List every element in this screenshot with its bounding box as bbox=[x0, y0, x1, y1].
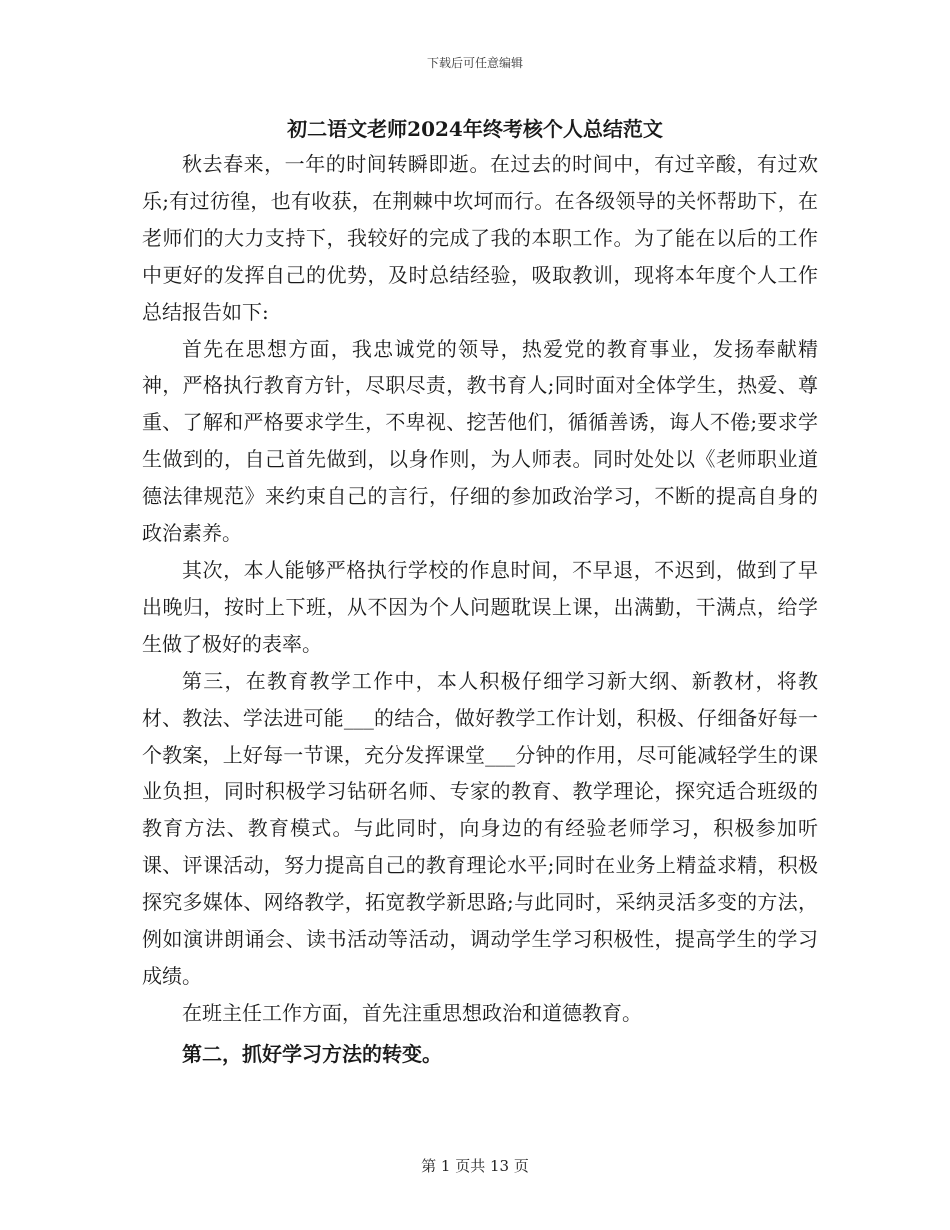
header-note: 下载后可任意编辑 bbox=[426, 56, 523, 70]
paragraph-ideology: 首先在思想方面，我忠诚党的领导，热爱党的教育事业，发扬奉献精神，严格执行教育方针，尽职尽责，教书育人;同时面对全体学生，热爱、尊重、了解和严格要求学生，不卑视、挖苦他们，循循善诱，诲人不倦;要求学生做到的，自己首先做到，以身作则，为人师表。同时处处以《老师职业道德法律规范》来约束自己的言行，仔细的参加政治学习，不断的提高自身的政治素养。 bbox=[142, 336, 818, 546]
paragraph-intro: 秋去春来，一年的时间转瞬即逝。在过去的时间中，有过辛酸，有过欢乐;有过彷徨，也有收获，在荆棘中坎坷而行。在各级领导的关怀帮助下，在老师们的大力支持下，我较好的完成了我的本职工作。为了能在以后的工作中更好的发挥自己的优势，及时总结经验，吸取教训，现将本年度个人工作总结报告如下: bbox=[142, 152, 818, 324]
page-number: 第 1 页共 13 页 bbox=[421, 1157, 529, 1175]
section-heading: 第二，抓好学习方法的转变。 bbox=[182, 1041, 442, 1066]
paragraph-discipline: 其次，本人能够严格执行学校的作息时间，不早退，不迟到，做到了早出晚归，按时上下班，从不因为个人问题耽误上课，出满勤，干满点，给学生做了极好的表率。 bbox=[142, 557, 818, 656]
paragraph-teaching: 第三，在教育教学工作中，本人积极仔细学习新大纲、新教材，将教材、教法、学法进可能___的结合，做好教学工作计划，积极、仔细备好每一个教案，上好每一节课，充分发挥课堂___分钟的作用，尽可能减轻学生的课业负担，同时积极学习钻研名师、专家的教育、教学理论，探究适合班级的教育方法、教育模式。与此同时，向身边的有经验老师学习，积极参加听课、评课活动，努力提高自己的教育理论水平;同时在业务上精益求精，积极探究多媒体、网络教学，拓宽教学新思路;与此同时，采纳灵活多变的方法，例如演讲朗诵会、读书活动等活动，调动学生学习积极性，提高学生的学习成绩。 bbox=[142, 668, 818, 988]
document-title: 初二语文老师2024年终考核个人总结范文 bbox=[287, 117, 663, 141]
document-body bbox=[142, 146, 818, 1073]
paragraph-class-teacher: 在班主任工作方面，首先注重思想政治和道德教育。 bbox=[182, 1000, 642, 1025]
